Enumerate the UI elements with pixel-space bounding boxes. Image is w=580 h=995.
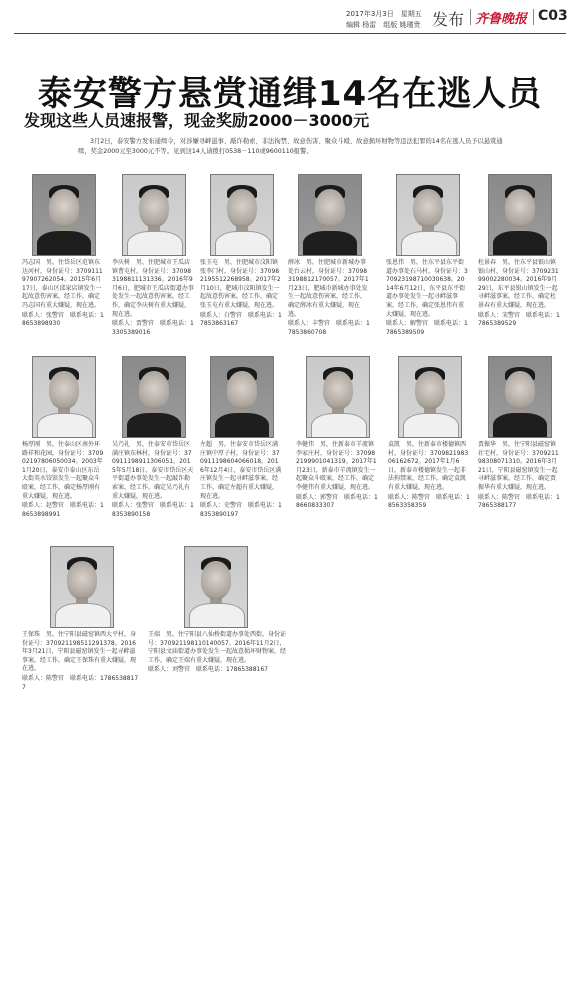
suspect-card	[296, 356, 378, 511]
suspect-contact: 联系人：史警官 联系电话：18353890197	[200, 502, 282, 518]
suspect-info	[148, 631, 288, 675]
suspect-card	[478, 356, 560, 511]
suspect-description: 杜景春 男，住东平县银山镇银山村，身份证号：370923199002280034。2016年9月29日，东平县银山镇发生一起寻衅滋事案，经工作，确定杜景春有重大嫌疑，现在逃。	[478, 259, 559, 309]
masthead-divider	[470, 9, 471, 25]
top-rule	[14, 33, 566, 34]
suspect-card	[200, 356, 282, 519]
suspect-info	[386, 259, 468, 337]
suspect-card	[388, 356, 470, 511]
suspect-contact: 联系人：郭警官 联系电话：18660833307	[296, 493, 378, 510]
suspect-contact: 联系人：陈警官 联系电话：18563358359	[388, 493, 470, 510]
suspect-card	[386, 174, 468, 337]
suspect-contact: 联系人：贾警官 联系电话：13305389016	[112, 320, 194, 336]
suspect-photo	[398, 356, 462, 438]
suspect-card	[478, 174, 560, 329]
suspect-info	[478, 441, 560, 511]
suspect-contact: 联系人：丰警官 联系电话：17853860708	[288, 320, 370, 336]
suspect-info	[388, 441, 470, 511]
suspect-photo	[488, 174, 552, 256]
section-title: 发布	[432, 10, 465, 29]
suspect-description: 杨厚刚 男，住泰山区南外环路祥和花园，身份证号：370902197806050034。2003年1月20日，泰安市泰山区东岳大街英水饺馆发生一起聚众斗殴案，经工作，确定杨厚刚有重大嫌疑，现在逃。	[22, 441, 104, 500]
suspect-description: 张恩伟 男，住东平县东平街道办事处石马村，身份证号：370923198710030638。2014年6月12日，东平县东平街道办事处发生一起寻衅滋事案，经工作，确定张恩伟有重大嫌疑，现在逃。	[386, 259, 468, 318]
suspect-photo	[306, 356, 370, 438]
suspect-contact: 联系人：宋警官 联系电话：17865389529	[478, 311, 560, 328]
suspect-description: 薛冰 男，住肥城市新城办事处台云村，身份证号：370983198812170057。2017年1月23日，肥城市新城办事处发生一起故意伤害案，经工作，确定薛冰有重大嫌疑，现在逃。	[288, 259, 369, 318]
suspect-info	[22, 631, 140, 692]
suspect-card	[112, 174, 194, 337]
suspect-info	[296, 441, 378, 511]
suspect-photo	[50, 546, 114, 628]
suspect-card	[288, 174, 370, 337]
suspect-contact: 联系人：陈警官 联系电话：17865388177	[22, 674, 139, 691]
suspect-description: 袁凯 男，住新泰市楼德镇西村，身份证号：370982198306162672。2017年1月6日，新泰市楼德镇发生一起非法拘禁案，经工作，确定袁凯有重大嫌疑，现在逃。	[388, 441, 469, 491]
suspect-contact: 联系人：解警官 联系电话：17865389509	[386, 320, 468, 336]
suspect-card	[148, 546, 288, 675]
suspect-info	[200, 259, 282, 329]
page-number: C03	[538, 8, 568, 24]
suspect-description: 贾振华 男，住宁阳县磁窑镇社宅村，身份证号：370921198308071310。2016年3月21日，宁阳县磁窑镇发生一起寻衅滋事案，经工作，确定贾振华有重大嫌疑，现在逃。	[478, 441, 559, 491]
suspect-card	[22, 356, 104, 519]
subheadline: 发现这些人员速报警，现金奖励2000－3000元	[24, 111, 370, 130]
suspect-contact: 联系人：陈警官 联系电话：17865388177	[478, 493, 560, 510]
suspect-description: 王保珠 男，住宁阳县磁窑镇西大平村，身份证号：370921198511291378。2016年3月21日，宁阳县磁窑镇发生一起寻衅滋事案，经工作，确定王保珠有重大嫌疑，现在逃。	[22, 631, 137, 673]
suspect-description: 李庆树 男，住肥城市王瓜店镇曹屯村，身份证号：370983198811131336。2016年9月6日，肥城市王瓜店街道办事处发生一起故意伤害案，经工作，确定李庆树有重大嫌疑，现在逃。	[112, 259, 194, 318]
suspect-info	[112, 441, 194, 519]
suspect-info	[22, 259, 104, 329]
lead-paragraph: 3月2日，泰安警方发布通缉令，对涉嫌寻衅滋事、敲诈勒索、非法拘禁、故意伤害、聚众斗殴、故意损坏财物等违法犯罪的14名在逃人员予以悬赏通缉，奖金2000元至3000元不等。见到这14人请拨打0538－110或9600110报警。	[78, 138, 503, 155]
suspect-info	[478, 259, 560, 329]
suspect-description: 张玉屯 男，住肥城市汶阳镇张李门村，身份证号：370982195512268958。2017年2月10日，肥城市汶阳镇发生一起故意伤害案，经工作，确定张玉屯有重大嫌疑，现在逃。	[200, 259, 281, 309]
suspect-description: 冯志国 男，住岱岳区范镇东达河村，身份证号：370911197907262054。2015年6月17日，泰山区邱家店镇发生一起故意伤害案，经工作，确定冯志国有重大嫌疑，现在逃。	[22, 259, 103, 309]
suspect-contact: 联系人：白警官 联系电话：17853863167	[200, 311, 282, 328]
headline: 泰安警方悬赏通缉14名在逃人员	[37, 74, 543, 114]
suspect-photo	[184, 546, 248, 628]
suspect-photo	[396, 174, 460, 256]
suspect-photo	[210, 356, 274, 438]
suspect-contact: 联系人：张警官 联系电话：18353890158	[112, 502, 194, 518]
suspect-contact: 联系人：刘警官 联系电话：17865388167	[148, 666, 268, 674]
editor-credits: 编辑 杨雷 组版 姚瑾贵	[346, 21, 421, 29]
suspect-contact: 联系人：张警官 联系电话：18653898930	[22, 311, 104, 328]
suspect-photo	[32, 356, 96, 438]
suspect-info	[200, 441, 282, 519]
suspect-description: 王端 男，住宁阳县八仙桥街道办事处西街，身份证号：370921198110140057。2016年11月2日，宁阳县文庙街道办事处发生一起故意损坏财物案，经工作，确定王端有重大嫌疑，现在逃。	[148, 631, 287, 664]
suspect-info	[112, 259, 194, 337]
suspect-card	[22, 174, 104, 329]
suspect-photo	[32, 174, 96, 256]
suspect-description: 左超 男，住泰安市岱岳区满庄镇中厚子村，身份证号：370911198604066018。2016年12月4日，泰安市岱岳区满庄镇发生一起寻衅滋事案，经工作，确定左超有重大嫌疑，现在逃。	[200, 441, 282, 500]
suspect-contact: 联系人：赵警官 联系电话：18653898991	[22, 502, 104, 518]
newspaper-logo: 齐鲁晚报	[475, 12, 528, 27]
masthead	[0, 0, 580, 34]
masthead-divider	[533, 9, 534, 25]
suspect-description: 吴乃礼 男，住泰安市岱岳区满庄镇东林村，身份证号：370911198911306051。2015年5月18日，泰安市岱岳区天平街道办事处发生一起敲诈勒索案，经工作，确定吴乃礼有重大嫌疑，现在逃。	[112, 441, 194, 500]
suspect-card	[22, 546, 140, 692]
suspect-description: 李健伟 男，住新泰市羊流镇李家庄村，身份证号：370982199901041319。2017年1月23日，新泰市羊流镇发生一起聚众斗殴案，经工作，确定李健伟有重大嫌疑，现在逃。	[296, 441, 377, 491]
suspect-info	[288, 259, 370, 337]
suspect-photo	[210, 174, 274, 256]
suspect-photo	[488, 356, 552, 438]
suspect-info	[22, 441, 104, 519]
issue-date: 2017年3月3日 星期五	[346, 10, 422, 18]
suspect-card	[200, 174, 282, 329]
suspect-photo	[122, 174, 186, 256]
suspect-photo	[298, 174, 362, 256]
suspect-photo	[122, 356, 186, 438]
suspect-card	[112, 356, 194, 519]
